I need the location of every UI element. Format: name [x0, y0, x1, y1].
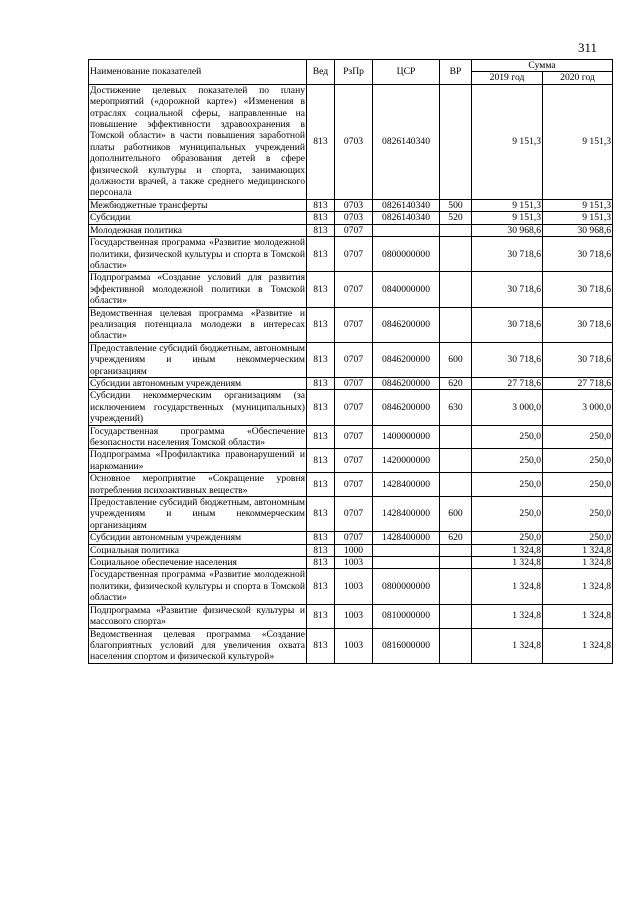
row-name-cell: Подпрограмма «Профилактика правонарушений и наркомании»	[90, 449, 305, 472]
row-2020-cell: 9 151,3	[543, 212, 613, 224]
row-rzpr-cell: 0707	[335, 272, 373, 307]
row-vr-cell	[440, 628, 472, 663]
row-2019-cell: 1 324,8	[472, 544, 543, 556]
row-csr-cell: 0846200000	[373, 307, 440, 342]
row-csr-cell: 0800000000	[373, 237, 440, 272]
row-2019-cell: 9 151,3	[472, 84, 543, 199]
table-row	[89, 473, 613, 497]
header-sum: Сумма	[472, 60, 613, 72]
row-rzpr-cell: 0707	[335, 377, 373, 389]
row-vr-cell	[440, 473, 472, 497]
row-2020-cell: 30 968,6	[543, 224, 613, 236]
table-row	[89, 224, 613, 236]
row-csr-cell: 0846200000	[373, 377, 440, 389]
row-rzpr-cell: 0707	[335, 425, 373, 449]
row-vr-cell	[440, 569, 472, 604]
row-csr-cell: 0816000000	[373, 628, 440, 663]
row-ved-cell: 813	[307, 377, 335, 389]
row-name-cell: Государственная программа «Развитие молодежной политики, физической культуры и спорта в Томской области»	[90, 569, 305, 604]
row-csr-cell	[373, 224, 440, 236]
row-rzpr-cell: 1000	[335, 544, 373, 556]
row-2019-cell: 1 324,8	[472, 604, 543, 628]
header-rzpr: РзПр	[335, 60, 373, 85]
table-row	[89, 377, 613, 389]
row-name-cell: Предоставление субсидий бюджетным, автономным учреждениям и иным некоммерческим организациям	[90, 342, 305, 377]
row-name-cell: Подпрограмма «Создание условий для развития эффективной молодежной политики в Томской области»	[90, 272, 305, 307]
row-vr-cell: 630	[440, 390, 472, 425]
table-row	[89, 569, 613, 604]
row-2020-cell: 1 324,8	[543, 557, 613, 569]
header-ved: Вед	[307, 60, 335, 85]
row-csr-cell: 0800000000	[373, 569, 440, 604]
row-rzpr-cell: 1003	[335, 604, 373, 628]
row-rzpr-cell: 0703	[335, 84, 373, 199]
row-2019-cell: 250,0	[472, 532, 543, 544]
row-csr-cell: 0826140340	[373, 84, 440, 199]
table-row	[89, 497, 613, 532]
row-name-cell: Молодежная политика	[89, 224, 307, 236]
row-2020-cell: 1 324,8	[543, 544, 613, 556]
row-vr-cell	[440, 557, 472, 569]
row-name-cell: Предоставление субсидий бюджетным, автономным учреждениям и иным некоммерческим организациям	[90, 497, 305, 531]
row-2019-cell: 30 718,6	[472, 342, 543, 377]
row-csr-cell: 0826140340	[373, 212, 440, 224]
row-rzpr-cell: 0707	[335, 497, 373, 532]
row-rzpr-cell: 1003	[335, 628, 373, 663]
row-name-cell: Основное мероприятие «Сокращение уровня потребления психоактивных веществ»	[90, 473, 305, 496]
row-2019-cell: 30 718,6	[472, 272, 543, 307]
row-2019-cell: 9 151,3	[472, 212, 543, 224]
header-vr: ВР	[440, 60, 472, 85]
row-vr-cell	[440, 604, 472, 628]
row-2019-cell: 1 324,8	[472, 557, 543, 569]
row-csr-cell: 0846200000	[373, 390, 440, 425]
row-ved-cell: 813	[307, 532, 335, 544]
row-2020-cell: 1 324,8	[543, 604, 613, 628]
row-2020-cell: 30 718,6	[543, 307, 613, 342]
row-name-cell: Ведомственная целевая программа «Создание благоприятных условий для увеличения охвата населения спортом и физической культурой»	[90, 628, 305, 663]
row-rzpr-cell: 0707	[335, 449, 373, 473]
table-row	[89, 628, 613, 663]
header-csr: ЦСР	[373, 60, 440, 85]
row-2020-cell: 250,0	[543, 497, 613, 532]
row-vr-cell: 600	[440, 497, 472, 532]
row-2020-cell: 30 718,6	[543, 237, 613, 272]
row-rzpr-cell: 0707	[335, 307, 373, 342]
row-name-cell: Субсидии автономным учреждениям	[89, 377, 307, 389]
row-ved-cell: 813	[307, 390, 335, 425]
row-vr-cell: 620	[440, 532, 472, 544]
row-2020-cell: 30 718,6	[543, 342, 613, 377]
row-ved-cell: 813	[307, 199, 335, 211]
table-row	[89, 449, 613, 473]
row-vr-cell: 520	[440, 212, 472, 224]
table-row	[89, 342, 613, 377]
row-csr-cell	[373, 544, 440, 556]
table-row	[89, 199, 613, 211]
row-vr-cell: 600	[440, 342, 472, 377]
row-name-cell: Субсидии автономным учреждениям	[89, 532, 307, 544]
row-2020-cell: 30 718,6	[543, 272, 613, 307]
row-csr-cell: 0846200000	[373, 342, 440, 377]
table-row	[89, 425, 613, 449]
row-ved-cell: 813	[307, 342, 335, 377]
row-2019-cell: 250,0	[472, 449, 543, 473]
row-2019-cell: 30 718,6	[472, 307, 543, 342]
row-vr-cell	[440, 237, 472, 272]
row-ved-cell: 813	[307, 449, 335, 473]
row-ved-cell: 813	[307, 272, 335, 307]
row-2020-cell: 27 718,6	[543, 377, 613, 389]
row-rzpr-cell: 0707	[335, 390, 373, 425]
row-name-cell: Субсидии некоммерческим организациям (за исключением государственных (муниципальных) учреждений)	[90, 390, 305, 425]
row-2019-cell: 250,0	[472, 425, 543, 449]
table-row	[89, 272, 613, 307]
header-year-2020: 2020 год	[543, 72, 613, 84]
row-2020-cell: 250,0	[543, 473, 613, 497]
row-csr-cell	[373, 557, 440, 569]
row-ved-cell: 813	[307, 569, 335, 604]
row-2020-cell: 3 000,0	[543, 390, 613, 425]
row-rzpr-cell: 0707	[335, 224, 373, 236]
row-rzpr-cell: 0703	[335, 199, 373, 211]
row-ved-cell: 813	[307, 84, 335, 199]
row-name-cell: Социальная политика	[89, 544, 307, 556]
row-name-cell: Ведомственная целевая программа «Развитие и реализация потенциала молодежи в интересах области»	[90, 307, 305, 342]
row-vr-cell	[440, 272, 472, 307]
row-rzpr-cell: 0707	[335, 237, 373, 272]
row-rzpr-cell: 1003	[335, 557, 373, 569]
header-name: Наименование показателей	[89, 60, 307, 85]
row-rzpr-cell: 0707	[335, 532, 373, 544]
table-row	[89, 604, 613, 628]
row-2019-cell: 30 718,6	[472, 237, 543, 272]
row-csr-cell: 0826140340	[373, 199, 440, 211]
row-csr-cell: 0810000000	[373, 604, 440, 628]
row-name-cell: Достижение целевых показателей по плану мероприятий («дорожной карте») «Изменения в отраслях социальной сферы, направленные на повышение эффективности здравоохранения в Томской области» в части повышения заработной платы работников муниципальных учреждений дополнительного образования детей в сфере физической культуры и спорта, занимающих должности врачей, а также среднего медицинского персонала	[90, 84, 305, 199]
row-ved-cell: 813	[307, 604, 335, 628]
row-2020-cell: 9 151,3	[543, 84, 613, 199]
row-name-cell: Подпрограмма «Развитие физической культуры и массового спорта»	[90, 604, 305, 628]
row-2019-cell: 9 151,3	[472, 199, 543, 211]
row-csr-cell: 1428400000	[373, 532, 440, 544]
page-number: 311	[577, 40, 597, 55]
row-csr-cell: 1428400000	[373, 473, 440, 497]
table-row	[89, 390, 613, 425]
row-ved-cell: 813	[307, 544, 335, 556]
row-rzpr-cell: 0707	[335, 342, 373, 377]
row-2020-cell: 1 324,8	[543, 628, 613, 663]
row-name-cell: Субсидии	[89, 212, 307, 224]
row-csr-cell: 1428400000	[373, 497, 440, 532]
header-year-2019: 2019 год	[472, 72, 543, 84]
row-2019-cell: 3 000,0	[472, 390, 543, 425]
table-row	[89, 212, 613, 224]
row-vr-cell: 620	[440, 377, 472, 389]
row-2020-cell: 250,0	[543, 425, 613, 449]
budget-table	[88, 59, 613, 664]
row-name-cell: Социальное обеспечение населения	[89, 557, 307, 569]
row-2020-cell: 1 324,8	[543, 569, 613, 604]
row-ved-cell: 813	[307, 628, 335, 663]
row-name-cell: Государственная программа «Обеспечение безопасности населения Томской области»	[90, 425, 305, 448]
table-body	[89, 84, 613, 663]
row-csr-cell: 1400000000	[373, 425, 440, 449]
table-row	[89, 237, 613, 272]
row-rzpr-cell: 1003	[335, 569, 373, 604]
row-vr-cell	[440, 544, 472, 556]
row-vr-cell: 500	[440, 199, 472, 211]
row-2019-cell: 250,0	[472, 473, 543, 497]
row-2019-cell: 1 324,8	[472, 628, 543, 663]
row-vr-cell	[440, 425, 472, 449]
row-ved-cell: 813	[307, 212, 335, 224]
row-vr-cell	[440, 224, 472, 236]
row-vr-cell	[440, 307, 472, 342]
row-ved-cell: 813	[307, 307, 335, 342]
row-vr-cell	[440, 449, 472, 473]
table-row	[89, 84, 613, 199]
row-ved-cell: 813	[307, 224, 335, 236]
row-2020-cell: 9 151,3	[543, 199, 613, 211]
row-2019-cell: 27 718,6	[472, 377, 543, 389]
row-csr-cell: 1420000000	[373, 449, 440, 473]
table-row	[89, 544, 613, 556]
row-csr-cell: 0840000000	[373, 272, 440, 307]
table-row	[89, 307, 613, 342]
row-2019-cell: 250,0	[472, 497, 543, 532]
row-2019-cell: 30 968,6	[472, 224, 543, 236]
row-2020-cell: 250,0	[543, 532, 613, 544]
row-name-cell: Государственная программа «Развитие молодежной политики, физической культуры и спорта в Томской области»	[90, 237, 305, 271]
row-2020-cell: 250,0	[543, 449, 613, 473]
row-rzpr-cell: 0707	[335, 473, 373, 497]
row-ved-cell: 813	[307, 425, 335, 449]
row-vr-cell	[440, 84, 472, 199]
row-ved-cell: 813	[307, 237, 335, 272]
row-2019-cell: 1 324,8	[472, 569, 543, 604]
row-name-cell: Межбюджетные трансферты	[89, 199, 307, 211]
table-row	[89, 532, 613, 544]
table-header-row	[89, 60, 613, 72]
row-rzpr-cell: 0703	[335, 212, 373, 224]
row-ved-cell: 813	[307, 557, 335, 569]
row-ved-cell: 813	[307, 473, 335, 497]
row-ved-cell: 813	[307, 497, 335, 532]
table-row	[89, 557, 613, 569]
